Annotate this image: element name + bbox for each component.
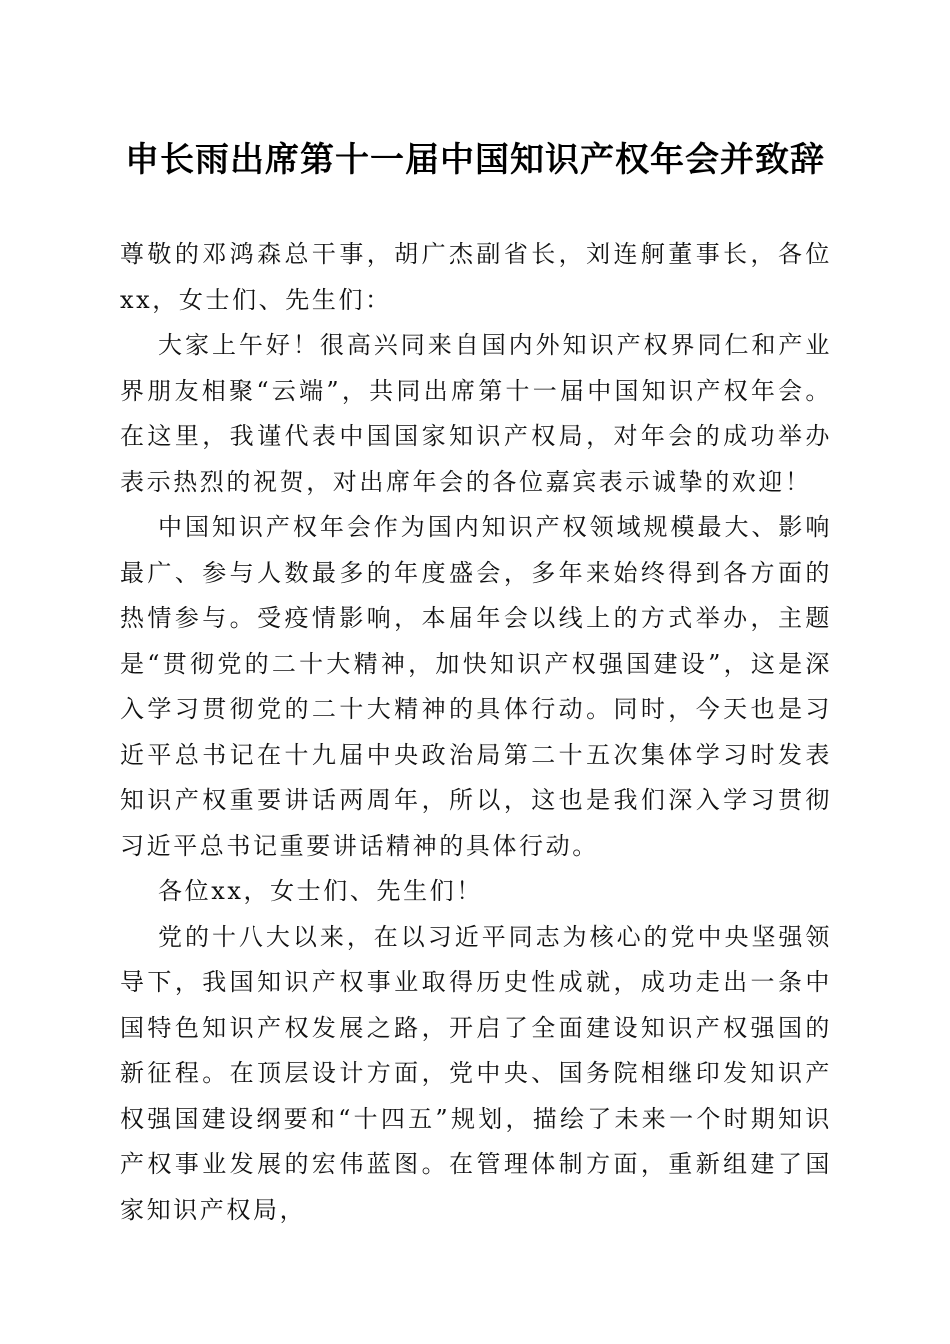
document-body — [120, 232, 832, 1233]
address-paragraph: 各位xx，女士们、先生们！ — [158, 877, 483, 905]
document-title: 申长雨出席第十一届中国知识产权年会并致辞 — [125, 140, 825, 180]
annual-meeting-paragraph: 中国知识产权年会作为国内知识产权领域规模最大、影响最广、参与人数最多的年度盛会，多年来始终得到各方面的热情参与。受疫情影响，本届年会以线上的方式举办，主题是“贯彻党的二十大精神，加快知识产权强国建设”，这是深入学习贯彻党的二十大精神的具体行动。同时，今天也是习近平总书记在十九届中央政治局第二十五次集体学习时发表知识产权重要讲话两周年，所以，这也是我们深入学习贯彻习近平总书记重要讲话精神的具体行动。 — [120, 513, 832, 860]
salutation-paragraph: 尊敬的邓鸿森总干事，胡广杰副省长，刘连舸董事长，各位xx，女士们、先生们： — [120, 240, 832, 314]
greeting-paragraph: 大家上午好！很高兴同来自国内外知识产权界同仁和产业界朋友相聚“云端”，共同出席第十一届中国知识产权年会。在这里，我谨代表中国国家知识产权局，对年会的成功举办表示热烈的祝贺，对出席年会的各位嘉宾表示诚挚的欢迎！ — [120, 331, 832, 496]
achievements-paragraph: 党的十八大以来，在以习近平同志为核心的党中央坚强领导下，我国知识产权事业取得历史性成就，成功走出一条中国特色知识产权发展之路，开启了全面建设知识产权强国的新征程。在顶层设计方面，党中央、国务院相继印发知识产权强国建设纲要和“十四五”规划，描绘了未来一个时期知识产权事业发展的宏伟蓝图。在管理体制方面，重新组建了国家知识产权局， — [120, 922, 832, 1224]
